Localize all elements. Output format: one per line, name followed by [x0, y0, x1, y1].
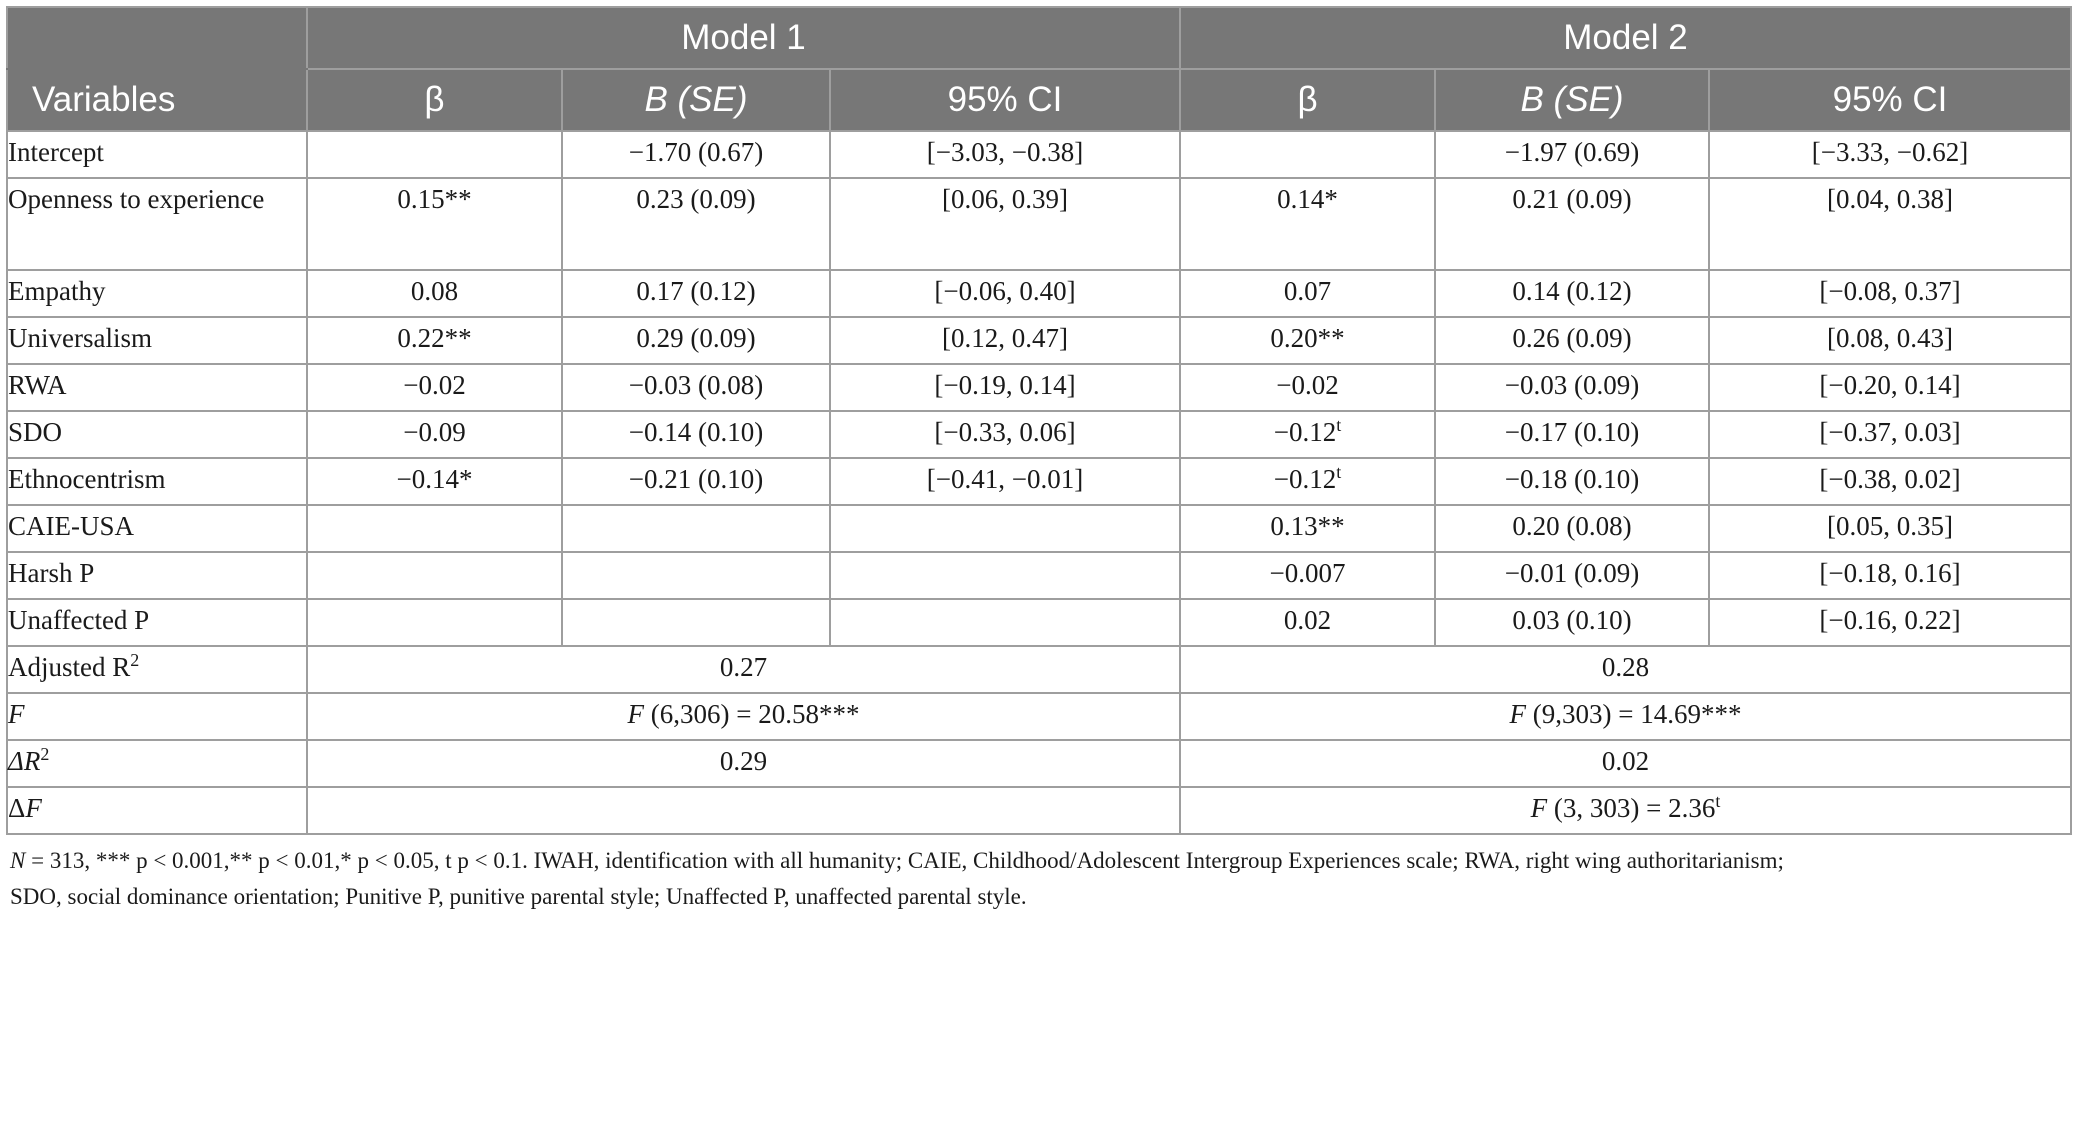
m1-ci-header: 95% CI — [830, 69, 1180, 131]
f-symbol: F — [1509, 699, 1527, 729]
m1-beta: −0.02 — [307, 364, 562, 411]
variables-header: Variables — [7, 69, 307, 131]
m2-beta: 0.20** — [1180, 317, 1435, 364]
m2-ci: [−0.38, 0.02] — [1709, 458, 2071, 505]
m2-bse: 0.26 (0.09) — [1435, 317, 1709, 364]
table-row-caie-usa — [7, 505, 2071, 552]
header-row-models — [7, 7, 2071, 69]
m2-ci: [−0.20, 0.14] — [1709, 364, 2071, 411]
m1-beta: 0.15** — [307, 178, 562, 270]
row-label: F — [7, 693, 307, 740]
m2-delta-r2: 0.02 — [1180, 740, 2071, 787]
row-label: SDO — [7, 411, 307, 458]
row-label: Empathy — [7, 270, 307, 317]
m1-delta-f — [307, 787, 1180, 834]
m1-bse-header: B (SE) — [562, 69, 830, 131]
m2-bse: −1.97 (0.69) — [1435, 131, 1709, 178]
m1-beta — [307, 599, 562, 646]
table-row-adjusted-r2 — [7, 646, 2071, 693]
m1-ci: [0.12, 0.47] — [830, 317, 1180, 364]
m1-beta: −0.14* — [307, 458, 562, 505]
m1-bse: −1.70 (0.67) — [562, 131, 830, 178]
m1-bse — [562, 505, 830, 552]
regression-table — [6, 6, 2072, 835]
m1-beta: 0.08 — [307, 270, 562, 317]
m1-ci: [−0.19, 0.14] — [830, 364, 1180, 411]
footnote-line-1-text: = 313, *** p < 0.001,** p < 0.01,* p < 0.05, t p < 0.1. IWAH, identification with all humanity; CAIE, Childhood/Adolescent Intergroup Experiences scale; RWA, right wing authoritarianism; — [25, 848, 1784, 873]
delta-r-label: ΔR — [8, 746, 41, 776]
m1-bse: −0.03 (0.08) — [562, 364, 830, 411]
squared-superscript: 2 — [40, 744, 50, 764]
m2-beta: −0.02 — [1180, 364, 1435, 411]
m1-ci: [0.06, 0.39] — [830, 178, 1180, 270]
m1-beta — [307, 131, 562, 178]
m2-beta: −0.12 — [1273, 417, 1337, 447]
m2-beta: 0.13** — [1180, 505, 1435, 552]
row-label: Intercept — [7, 131, 307, 178]
m2-beta: −0.007 — [1180, 552, 1435, 599]
footnote-line-1 — [10, 843, 2070, 879]
m1-ci — [830, 505, 1180, 552]
m2-bse: 0.20 (0.08) — [1435, 505, 1709, 552]
table-row-openness — [7, 178, 2071, 270]
m2-beta: 0.14* — [1180, 178, 1435, 270]
model1-header: Model 1 — [307, 7, 1180, 69]
m1-beta — [307, 505, 562, 552]
m1-f-cell — [307, 693, 1180, 740]
m2-beta: −0.12 — [1273, 464, 1337, 494]
adjusted-r-label: Adjusted R — [8, 652, 131, 682]
m1-beta: 0.22** — [307, 317, 562, 364]
m1-bse: −0.21 (0.10) — [562, 458, 830, 505]
footnote-line-2: SDO, social dominance orientation; Punitive P, punitive parental style; Unaffected P, unaffected parental style. — [10, 884, 1027, 909]
delta-symbol: Δ — [8, 793, 26, 823]
m1-ci — [830, 552, 1180, 599]
m1-bse: 0.17 (0.12) — [562, 270, 830, 317]
m2-beta-cell — [1180, 458, 1435, 505]
table-row-sdo — [7, 411, 2071, 458]
header-row-columns — [7, 69, 2071, 131]
m2-adjusted-r2: 0.28 — [1180, 646, 2071, 693]
regression-table-container — [6, 6, 2070, 915]
m2-ci: [−0.08, 0.37] — [1709, 270, 2071, 317]
m2-beta: 0.02 — [1180, 599, 1435, 646]
table-row-f — [7, 693, 2071, 740]
m1-beta-header: β — [307, 69, 562, 131]
m2-ci: [0.04, 0.38] — [1709, 178, 2071, 270]
header-blank-cell — [7, 7, 307, 69]
f-symbol: F — [1530, 793, 1548, 823]
table-row-rwa — [7, 364, 2071, 411]
row-label: CAIE-USA — [7, 505, 307, 552]
significance-superscript: t — [1336, 462, 1342, 482]
m2-beta — [1180, 131, 1435, 178]
row-label: Harsh P — [7, 552, 307, 599]
significance-superscript: t — [1715, 791, 1721, 811]
row-label-cell — [7, 787, 307, 834]
m1-bse: 0.23 (0.09) — [562, 178, 830, 270]
m2-ci: [−0.18, 0.16] — [1709, 552, 2071, 599]
m2-bse: −0.17 (0.10) — [1435, 411, 1709, 458]
m1-beta: −0.09 — [307, 411, 562, 458]
row-label: Universalism — [7, 317, 307, 364]
m2-beta-cell — [1180, 411, 1435, 458]
m1-ci: [−3.03, −0.38] — [830, 131, 1180, 178]
m1-ci: [−0.06, 0.40] — [830, 270, 1180, 317]
m2-bse: −0.01 (0.09) — [1435, 552, 1709, 599]
m1-beta — [307, 552, 562, 599]
m1-adjusted-r2: 0.27 — [307, 646, 1180, 693]
table-row-delta-r2 — [7, 740, 2071, 787]
m1-ci: [−0.41, −0.01] — [830, 458, 1180, 505]
table-row-universalism — [7, 317, 2071, 364]
significance-superscript: t — [1336, 415, 1342, 435]
table-row-ethnocentrism — [7, 458, 2071, 505]
table-row-harsh-p — [7, 552, 2071, 599]
table-row-unaffected-p — [7, 599, 2071, 646]
m1-f-value: (6,306) = 20.58*** — [644, 699, 860, 729]
m1-bse — [562, 552, 830, 599]
m2-delta-f-cell — [1180, 787, 2071, 834]
m2-bse-header: B (SE) — [1435, 69, 1709, 131]
table-footnote — [6, 843, 2070, 915]
table-row-empathy — [7, 270, 2071, 317]
m2-beta: 0.07 — [1180, 270, 1435, 317]
m2-beta-header: β — [1180, 69, 1435, 131]
row-label-cell — [7, 740, 307, 787]
row-label: Ethnocentrism — [7, 458, 307, 505]
table-row-intercept — [7, 131, 2071, 178]
m1-bse — [562, 599, 830, 646]
m2-bse: 0.21 (0.09) — [1435, 178, 1709, 270]
m2-f-cell — [1180, 693, 2071, 740]
row-label: Openness to experience — [7, 178, 307, 270]
m1-ci — [830, 599, 1180, 646]
table-row-delta-f — [7, 787, 2071, 834]
m2-bse: −0.18 (0.10) — [1435, 458, 1709, 505]
squared-superscript: 2 — [130, 650, 140, 670]
f-symbol: F — [627, 699, 645, 729]
m1-delta-r2: 0.29 — [307, 740, 1180, 787]
row-label-cell — [7, 646, 307, 693]
m2-ci: [−0.16, 0.22] — [1709, 599, 2071, 646]
m2-delta-f-value: (3, 303) = 2.36 — [1547, 793, 1716, 823]
m2-bse: 0.03 (0.10) — [1435, 599, 1709, 646]
m2-bse: −0.03 (0.09) — [1435, 364, 1709, 411]
m2-bse: 0.14 (0.12) — [1435, 270, 1709, 317]
row-label: RWA — [7, 364, 307, 411]
m1-bse: −0.14 (0.10) — [562, 411, 830, 458]
m2-ci: [−0.37, 0.03] — [1709, 411, 2071, 458]
row-label: Unaffected P — [7, 599, 307, 646]
m1-ci: [−0.33, 0.06] — [830, 411, 1180, 458]
footnote-n-symbol: N — [10, 848, 26, 873]
m2-ci-header: 95% CI — [1709, 69, 2071, 131]
m1-bse: 0.29 (0.09) — [562, 317, 830, 364]
m2-ci: [0.05, 0.35] — [1709, 505, 2071, 552]
m2-ci: [−3.33, −0.62] — [1709, 131, 2071, 178]
m2-ci: [0.08, 0.43] — [1709, 317, 2071, 364]
f-symbol: F — [25, 793, 42, 823]
m2-f-value: (9,303) = 14.69*** — [1526, 699, 1742, 729]
model2-header: Model 2 — [1180, 7, 2071, 69]
